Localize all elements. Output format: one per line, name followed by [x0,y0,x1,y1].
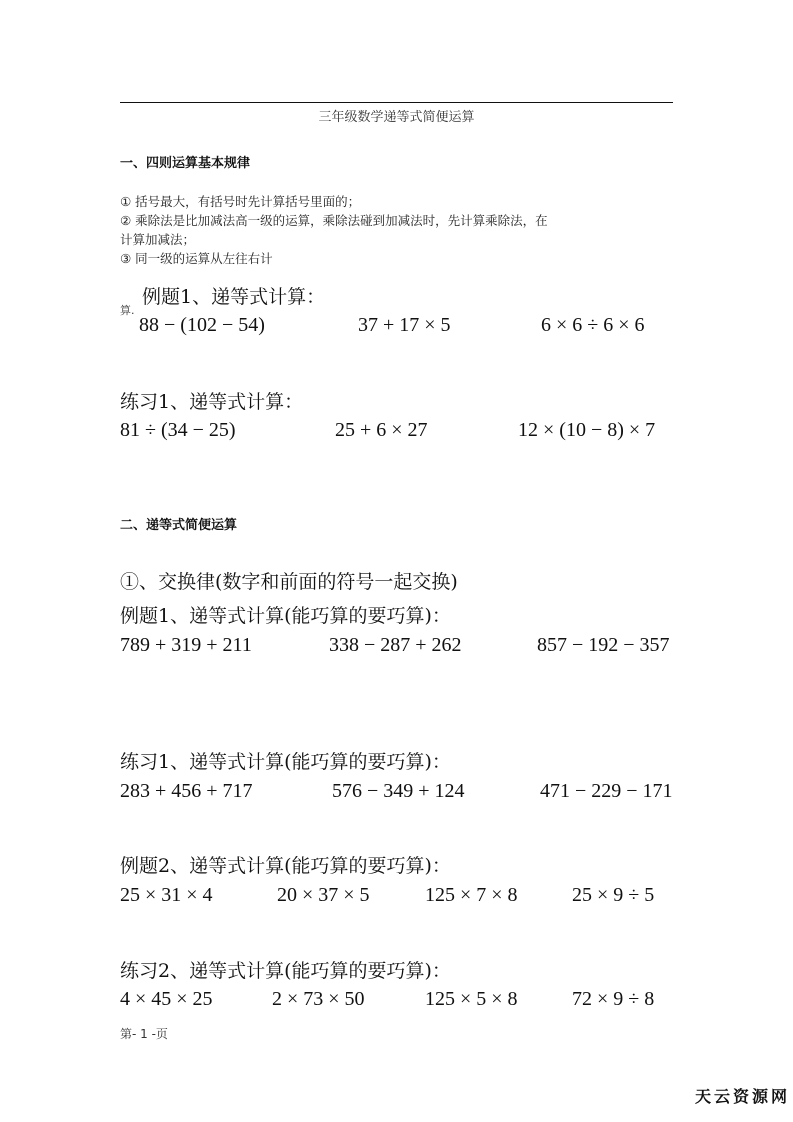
s2-example2-problem-4: 25 × 9 ÷ 5 [572,884,655,906]
s2-example1-problem-2: 338 − 287 + 262 [329,634,462,656]
section2-subheading: ①、交换律(数字和前面的符号一起交换) [120,571,458,593]
s2-example1-problem-1: 789 + 319 + 211 [120,634,252,656]
watermark: 天云资源网 [695,1087,791,1106]
rule-2: ② 乘除法是比加减法高一级的运算，乘除法碰到加减法时，先计算乘除法，在 [120,213,548,228]
section1-heading: 一、四则运算基本规律 [120,156,251,171]
s2-example1-problem-3: 857 − 192 − 357 [537,634,670,656]
example1-problem-1: 88 − (102 − 54) [139,314,265,336]
s2-practice1-label: 练习1、递等式计算(能巧算的要巧算)： [120,751,451,773]
page-number: 第- 1 -页 [120,1027,168,1041]
s2-practice2-problem-4: 72 × 9 ÷ 8 [572,988,655,1010]
example1-label: 例题1、递等式计算： [142,286,326,308]
s2-practice2-label: 练习2、递等式计算(能巧算的要巧算)： [120,960,451,982]
s2-practice2-problem-1: 4 × 45 × 25 [120,988,213,1010]
example1-problem-2: 37 + 17 × 5 [358,314,451,336]
practice1-label: 练习1、递等式计算： [120,391,304,413]
practice1-problem-3: 12 × (10 − 8) × 7 [518,419,656,441]
s2-example2-problem-1: 25 × 31 × 4 [120,884,213,906]
rule-1: ① 括号最大，有括号时先计算括号里面的； [120,194,361,209]
s2-example2-problem-2: 20 × 37 × 5 [277,884,370,906]
section2-heading: 二、递等式简便运算 [120,518,238,533]
s2-example1-label: 例题1、递等式计算(能巧算的要巧算)： [120,605,451,627]
practice1-problem-2: 25 + 6 × 27 [335,419,428,441]
s2-practice1-problem-3: 471 − 229 − 171 [540,780,673,802]
s2-example2-label: 例题2、递等式计算(能巧算的要巧算)： [120,855,451,877]
s2-practice2-problem-2: 2 × 73 × 50 [272,988,365,1010]
header-rule [120,102,673,103]
overflow-fragment: 算. [120,304,135,317]
example1-problem-3: 6 × 6 ÷ 6 × 6 [541,314,645,336]
s2-practice2-problem-3: 125 × 5 × 8 [425,988,518,1010]
s2-practice1-problem-1: 283 + 456 + 717 [120,780,253,802]
document-title: 三年级数学递等式简便运算 [318,110,475,125]
s2-example2-problem-3: 125 × 7 × 8 [425,884,518,906]
rule-3: ③ 同一级的运算从左往右计 [120,251,273,266]
s2-practice1-problem-2: 576 − 349 + 124 [332,780,465,802]
rule-2-continued: 计算加减法； [120,232,196,247]
practice1-problem-1: 81 ÷ (34 − 25) [120,419,236,441]
